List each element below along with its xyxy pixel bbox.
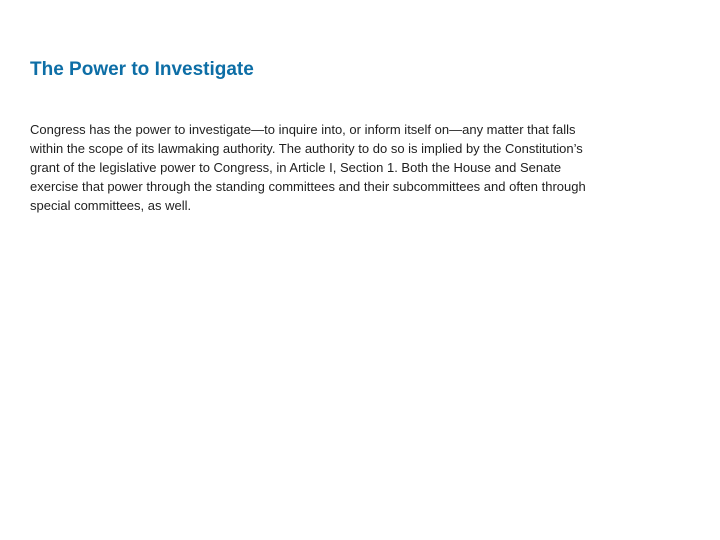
slide-title: The Power to Investigate xyxy=(30,59,254,80)
slide-body-text: Congress has the power to investigate—to inquire into, or inform itself on—any matter that falls within the scope of its lawmaking authority. The authority to do so is implied by the Constitution’s grant of the legislative power to Congress, in Article I, Section 1. Both the House and Senate exercise that power through the standing committees and their subcommittees and often through special committees, as well. xyxy=(30,122,586,213)
